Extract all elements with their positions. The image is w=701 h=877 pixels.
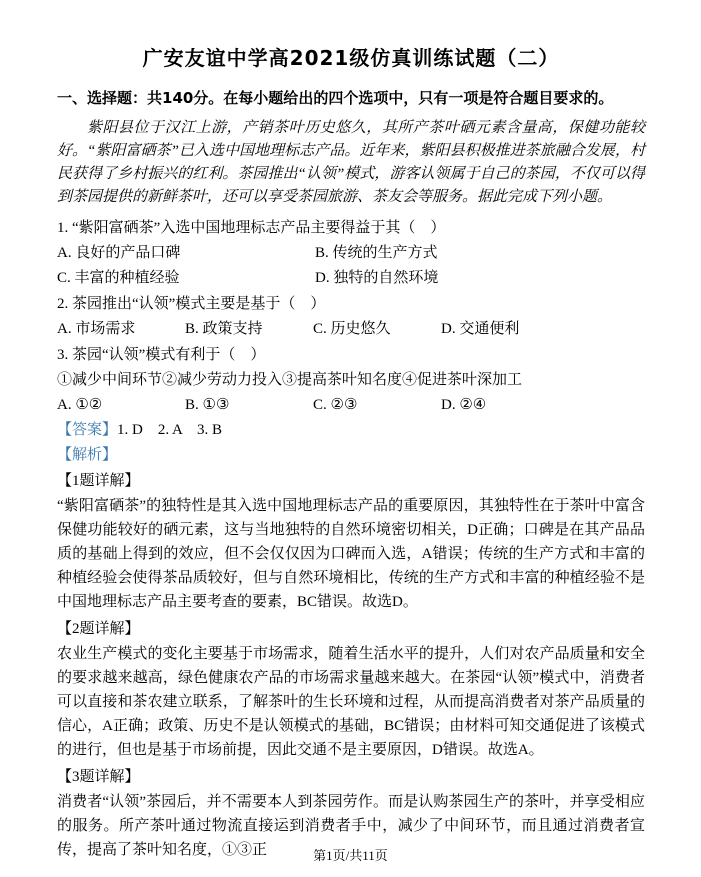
reading-passage: 紫阳县位于汉江上游，产销茶叶历史悠久，其所产茶叶硒元素含量高，保健功能较好。“紫阳富硒茶”已入选中国地理标志产品。近年来，紫阳县积极推进茶旅融合发展，村民获得了乡村振兴的红利。茶园推出“认领”模式，游客认领属于自己的茶园，不仅可以得到茶园提供的新鲜茶叶，还可以享受茶园旅游、茶友会等服务。据此完成下列小题。 (57, 120, 645, 205)
question-2-stem: 2. 茶园推出“认领”模式主要是基于（ ） (57, 296, 326, 312)
q3-option-b: B. ①③ (185, 397, 230, 413)
q1-option-c: C. 丰富的种植经验 (57, 270, 180, 286)
question-2-options-row (57, 317, 645, 342)
explanation-1-body: “紫阳富硒茶”的独特性是其入选中国地理标志产品的重要原因，其独特性在于茶叶中富含保健功能较好的硒元素，这与当地独特的自然环境密切相关，D正确；口碑是在其产品品质的基础上得到的效应，但不会仅仅因为口碑而入选，A错误；传统的生产方式和丰富的种植经验会使得茶品质较好，但与自然环境相比，传统的生产方式和丰富的种植经验不是中国地理标志产品主要考查的要素，BC错误。故选D。 (57, 498, 645, 610)
explanation-2 (57, 617, 645, 762)
page-title: 广安友谊中学高2021级仿真训练试题（二） (142, 46, 560, 70)
question-1-options-row-2 (57, 266, 645, 291)
q2-option-c: C. 历史悠久 (313, 321, 391, 337)
explanation-1 (57, 469, 645, 614)
question-1-options-row-1 (57, 241, 645, 266)
explanation-2-header: 【2题详解】 (57, 621, 140, 637)
q1-option-a: A. 良好的产品口碑 (57, 245, 181, 261)
question-3-numbered-items: ①减少中间环节②减少劳动力投入③提高茶叶知名度④促进茶叶深加工 (57, 372, 523, 388)
explanation-3-header: 【3题详解】 (57, 769, 140, 785)
explanation-2-body: 农业生产模式的变化主要基于市场需求，随着生活水平的提升，人们对农产品质量和安全的要求越来越高，绿色健康农产品的市场需求量越来越大。在茶园“认领”模式中，消费者可以直接和茶农建立联系，了解茶叶的生长环境和过程，从而提高消费者对茶产品质量的信心，A正确；政策、历史不是认领模式的基础，BC错误；由材料可知交通促进了该模式的进行，但也是基于市场前提，因此交通不是主要原因，D错误。故选A。 (57, 646, 645, 758)
explanation-3-body: 消费者“认领”茶园后，并不需要本人到茶园劳作。而是认购茶园生产的茶叶，并享受相应的服务。所产茶叶通过物流直接运到消费者手中，减少了中间环节，而且通过消费者宣传，提高了茶叶知名度，①③正 (57, 794, 645, 858)
q1-option-d: D. 独特的自然环境 (315, 270, 439, 286)
q1-option-b: B. 传统的生产方式 (315, 245, 438, 261)
question-3-stem: 3. 茶园“认领”模式有利于（ ） (57, 347, 266, 363)
q2-option-b: B. 政策支持 (185, 321, 263, 337)
question-1-stem: 1. “紫阳富硒茶”入选中国地理标志产品主要得益于其（ ） (57, 220, 446, 236)
q2-option-a: A. 市场需求 (57, 321, 136, 337)
answer-label: 【答案】 (57, 422, 118, 438)
q3-option-a: A. ①② (57, 397, 103, 413)
analysis-line (57, 443, 645, 468)
answer-value: 1. D 2. A 3. B (117, 422, 223, 438)
q3-option-d: D. ②④ (441, 397, 487, 413)
question-3-options-row (57, 393, 645, 418)
q3-option-c: C. ②③ (313, 397, 358, 413)
answer-line (57, 418, 645, 443)
section-header: 一、选择题：共140分。在每小题给出的四个选项中，只有一项是符合题目要求的。 (57, 89, 614, 107)
explanation-1-header: 【1题详解】 (57, 473, 140, 489)
q2-option-d: D. 交通便利 (441, 321, 520, 337)
page-footer: 第1页/共11页 (313, 848, 388, 863)
analysis-label: 【解析】 (57, 447, 118, 463)
